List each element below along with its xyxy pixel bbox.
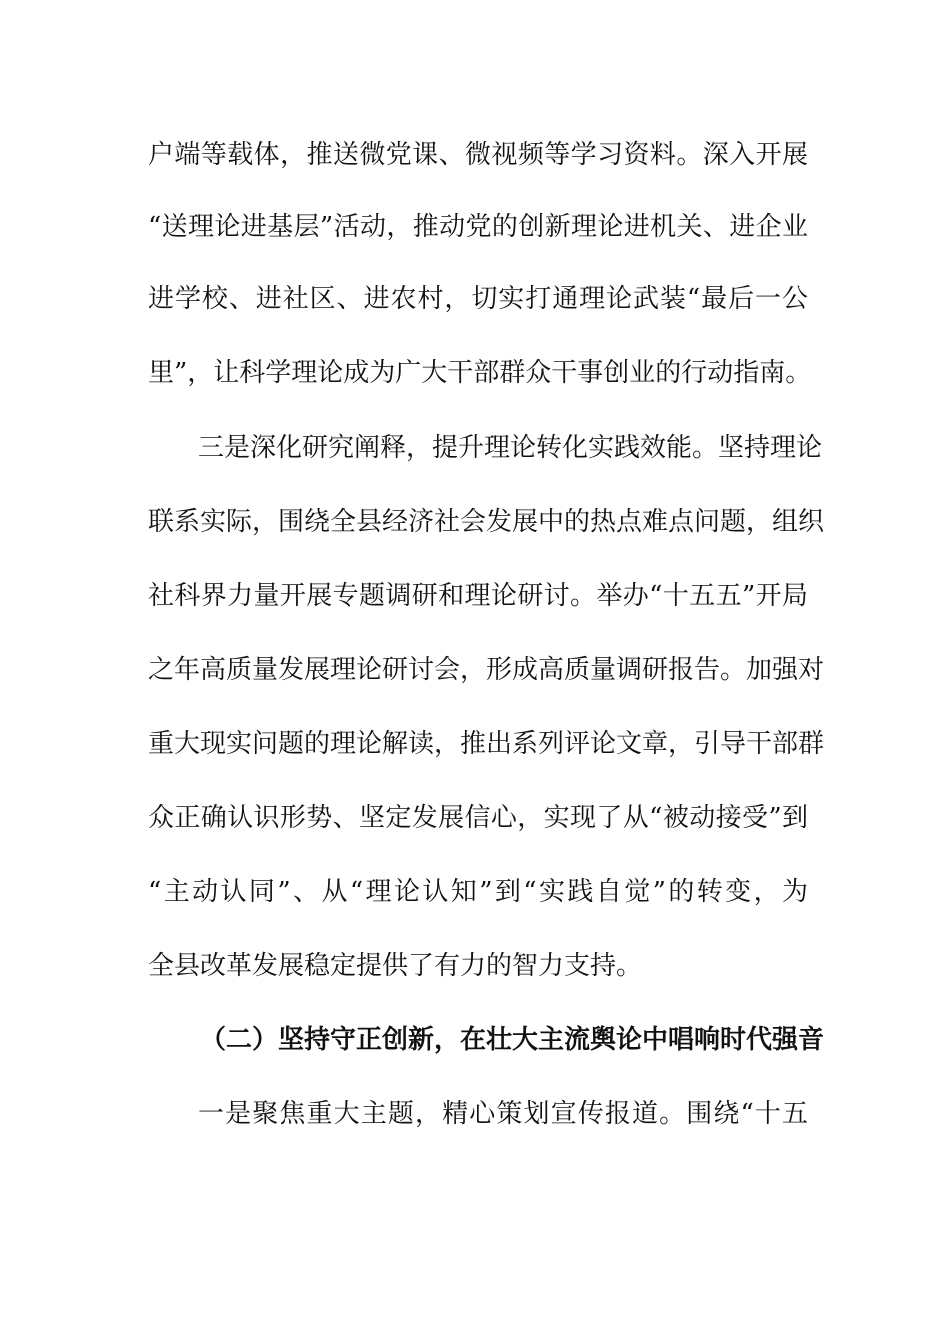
paragraph-line: 重大现实问题的理论解读，推出系列评论文章，引导干部群 [148, 729, 825, 759]
paragraph-line: 三是深化研究阐释，提升理论转化实践效能。坚持理论 [198, 433, 823, 463]
paragraph-line: 进学校、进社区、进农村，切实打通理论武装“最后一公 [148, 284, 808, 314]
paragraph-line: 众正确认识形势、坚定发展信心，实现了从“被动接受”到 [148, 803, 808, 833]
paragraph-line: “主动认同”、从“理论认知”到“实践自觉”的转变，为 [148, 877, 808, 907]
paragraph-line: 联系实际，围绕全县经济社会发展中的热点难点问题，组织 [148, 507, 825, 537]
paragraph-line: 户端等载体，推送微党课、微视频等学习资料。深入开展 [148, 140, 808, 170]
section-heading: （二）坚持守正创新，在壮大主流舆论中唱响时代强音 [200, 1025, 825, 1055]
paragraph-line: 社科界力量开展专题调研和理论研讨。举办“十五五”开局 [148, 581, 808, 611]
paragraph-line: 一是聚焦重大主题，精心策划宣传报道。围绕“十五 [198, 1099, 808, 1129]
paragraph-line: 里”，让科学理论成为广大干部群众干事创业的行动指南。 [148, 358, 812, 388]
paragraph-line: 全县改革发展稳定提供了有力的智力支持。 [148, 951, 643, 981]
paragraph-line: “送理论进基层”活动，推动党的创新理论进机关、进企业 [148, 212, 808, 242]
paragraph-line: 之年高质量发展理论研讨会，形成高质量调研报告。加强对 [148, 655, 825, 685]
